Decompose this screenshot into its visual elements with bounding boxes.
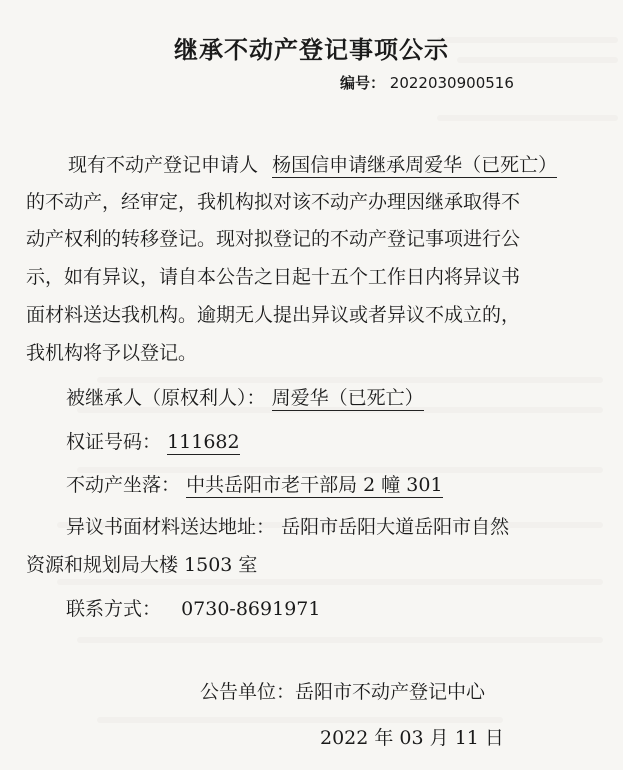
body-line-3: 动产权利的转移登记。现对拟登记的不动产登记事项进行公: [26, 228, 521, 250]
document-number: [340, 72, 514, 93]
page-title: 继承不动产登记事项公示: [174, 36, 449, 64]
body-line-2: 的不动产，经审定，我机构拟对该不动产办理因继承取得不: [26, 191, 521, 213]
cert-value: 111682: [167, 431, 240, 453]
contact-label: 联系方式：: [66, 598, 162, 620]
location-value: 中共岳阳市老干部局 2 幢 301: [186, 474, 443, 496]
applicant-clause: 杨国信申请继承周爱华（已死亡）: [272, 154, 558, 176]
body-line-5: 面材料送达我机构。逾期无人提出异议或者异议不成立的，: [26, 304, 521, 326]
address-row: [66, 512, 509, 539]
location-label: 不动产坐落：: [66, 474, 181, 496]
body-line-1-prefix: 现有不动产登记申请人: [68, 154, 259, 176]
address-line-1: 岳阳市岳阳大道岳阳市自然: [281, 516, 510, 538]
issuer-line: 公告单位：岳阳市不动产登记中心: [200, 681, 486, 703]
body-line-6: 我机构将予以登记。: [26, 342, 198, 364]
issue-date: 2022 年 03 月 11 日: [320, 727, 504, 749]
decedent-row: [66, 383, 424, 410]
contact-row: [66, 594, 320, 621]
decedent-label: 被继承人（原权利人）：: [66, 387, 266, 409]
body-line-4: 示，如有异议，请自本公告之日起十五个工作日内将异议书: [26, 266, 521, 288]
contact-value: 0730-8691971: [181, 598, 321, 620]
body-line-1: [68, 150, 557, 177]
document-number-value: 2022030900516: [389, 74, 514, 92]
address-label: 异议书面材料送达地址：: [66, 516, 276, 538]
cert-label: 权证号码：: [66, 431, 162, 453]
decedent-value: 周爱华（已死亡）: [271, 387, 424, 409]
location-row: [66, 470, 443, 497]
cert-row: [66, 427, 240, 454]
address-line-2: 资源和规划局大楼 1503 室: [26, 554, 258, 576]
document-number-label: 编号：: [340, 74, 386, 92]
